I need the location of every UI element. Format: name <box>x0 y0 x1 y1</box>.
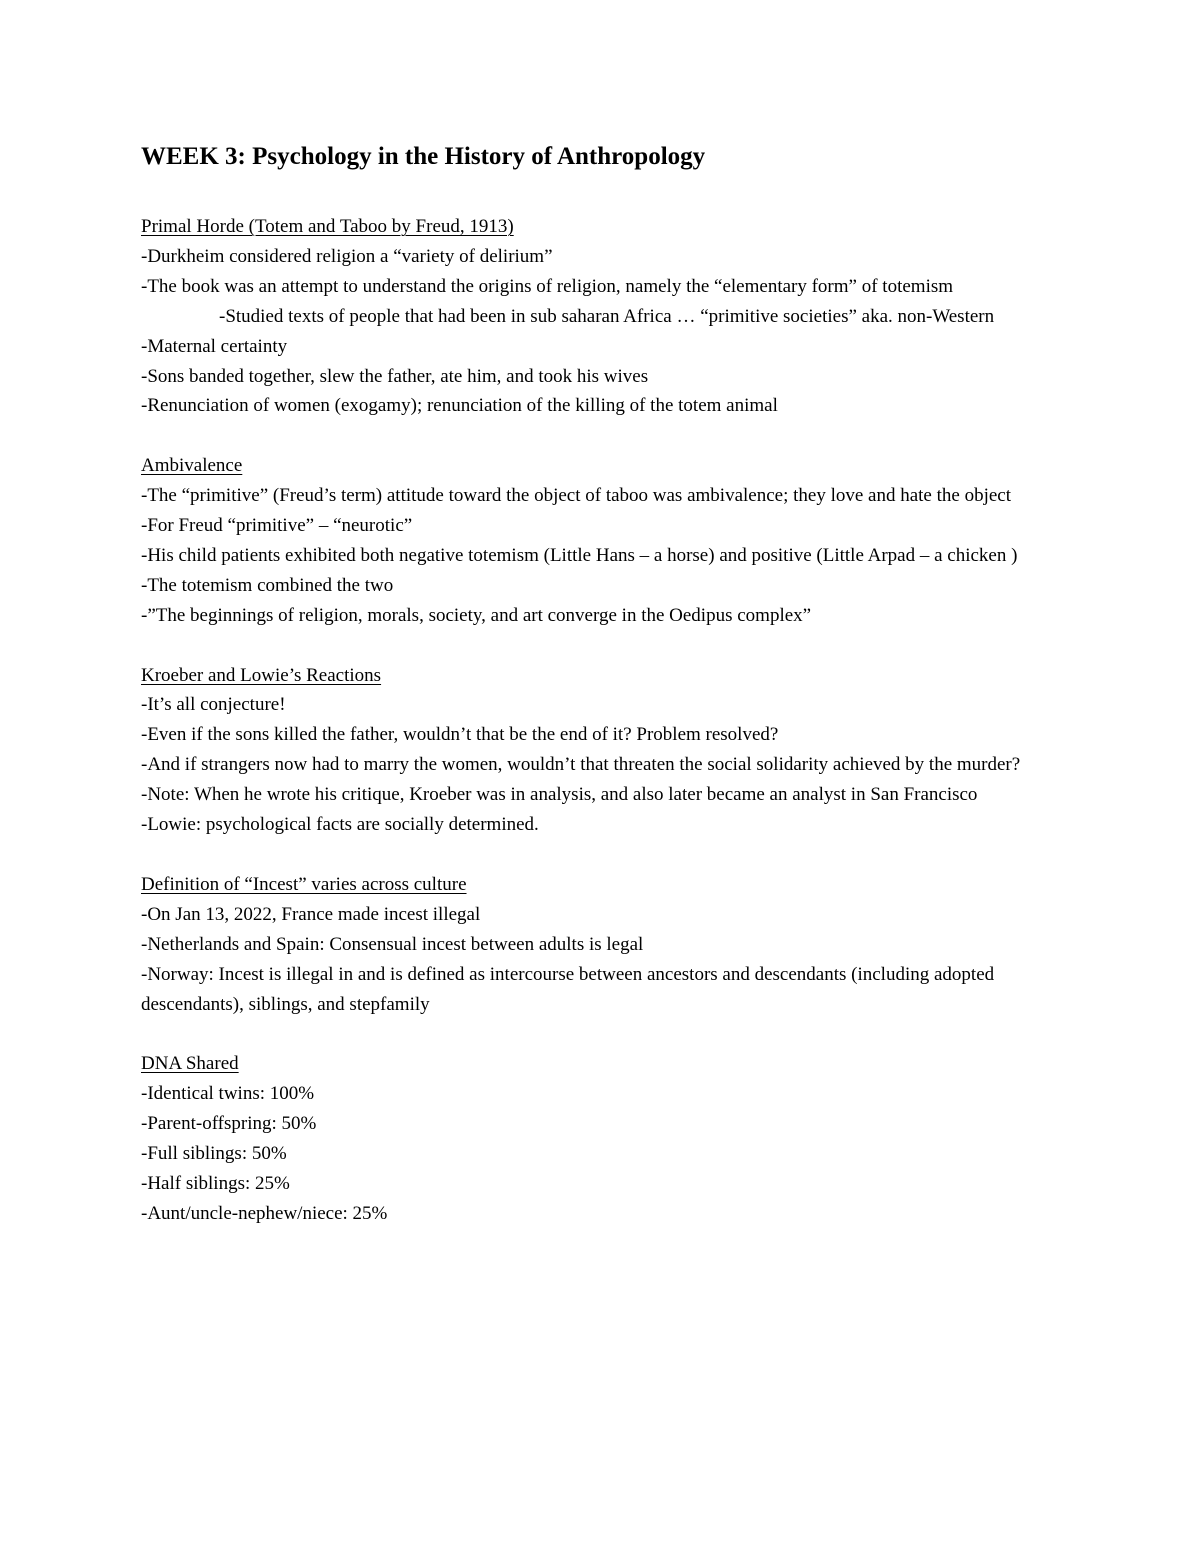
list-item: -Norway: Incest is illegal in and is defined as intercourse between ancestors and descendants (including adopted descendants), siblings, and stepfamily <box>141 963 995 1015</box>
list-item: -Aunt/uncle-nephew/niece: 25% <box>141 1202 388 1224</box>
list-item: -It’s all conjecture! <box>141 694 286 716</box>
list-item: -Renunciation of women (exogamy); renunciation of the killing of the totem animal <box>141 395 778 417</box>
section-heading: Primal Horde (Totem and Taboo by Freud, 1913) <box>141 216 514 237</box>
section-heading: Kroeber and Lowie’s Reactions <box>141 664 382 686</box>
section-dna-shared <box>141 1049 1071 1228</box>
list-item: -For Freud “primitive” – “neurotic” <box>141 515 413 537</box>
list-item: -Lowie: psychological facts are socially determined. <box>141 814 539 836</box>
section-ambivalence <box>141 451 1071 630</box>
section-gap <box>141 840 1071 870</box>
list-item: -Netherlands and Spain: Consensual incest between adults is legal <box>141 933 644 955</box>
list-item: -Identical twins: 100% <box>141 1083 315 1105</box>
document-page <box>141 140 1071 1229</box>
section-heading: Ambivalence <box>141 455 243 477</box>
section-heading: Definition of “Incest” varies across culture <box>141 873 467 895</box>
list-item: -Parent-offspring: 50% <box>141 1113 317 1135</box>
section-gap <box>141 421 1071 451</box>
list-item: -And if strangers now had to marry the women, wouldn’t that threaten the social solidarity achieved by the murder? <box>141 754 1021 776</box>
list-item: -Note: When he wrote his critique, Kroeber was in analysis, and also later became an analyst in San Francisco <box>141 784 978 806</box>
list-item: -The totemism combined the two <box>141 574 394 596</box>
list-item: -”The beginnings of religion, morals, society, and art converge in the Oedipus complex” <box>141 604 812 626</box>
list-item-indented: -Studied texts of people that had been in sub saharan Africa … “primitive societies” aka. non-Western <box>219 305 995 327</box>
section-kroeber-lowie <box>141 661 1071 840</box>
list-item: -Even if the sons killed the father, wouldn’t that be the end of it? Problem resolved? <box>141 724 779 746</box>
list-item: -The “primitive” (Freud’s term) attitude toward the object of taboo was ambivalence; they love and hate the object <box>141 485 1011 507</box>
list-item: -On Jan 13, 2022, France made incest illegal <box>141 903 481 925</box>
list-item: -Half siblings: 25% <box>141 1172 290 1194</box>
list-item: -Full siblings: 50% <box>141 1143 287 1165</box>
section-incest-definition <box>141 870 1071 1020</box>
title-spacer <box>141 174 1071 212</box>
list-item: -The book was an attempt to understand the origins of religion, namely the “elementary form” of totemism <box>141 275 954 297</box>
list-item: -His child patients exhibited both negative totemism (Little Hans – a horse) and positive (Little Arpad – a chicken ) <box>141 544 1018 566</box>
section-primal-horde <box>141 212 1071 421</box>
page-title: WEEK 3: Psychology in the History of Anthropology <box>141 143 706 170</box>
section-gap <box>141 631 1071 661</box>
section-heading: DNA Shared <box>141 1053 239 1075</box>
section-gap <box>141 1019 1071 1049</box>
list-item: -Sons banded together, slew the father, ate him, and took his wives <box>141 365 649 387</box>
list-item: -Durkheim considered religion a “variety of delirium” <box>141 245 553 267</box>
list-item: -Maternal certainty <box>141 335 288 357</box>
